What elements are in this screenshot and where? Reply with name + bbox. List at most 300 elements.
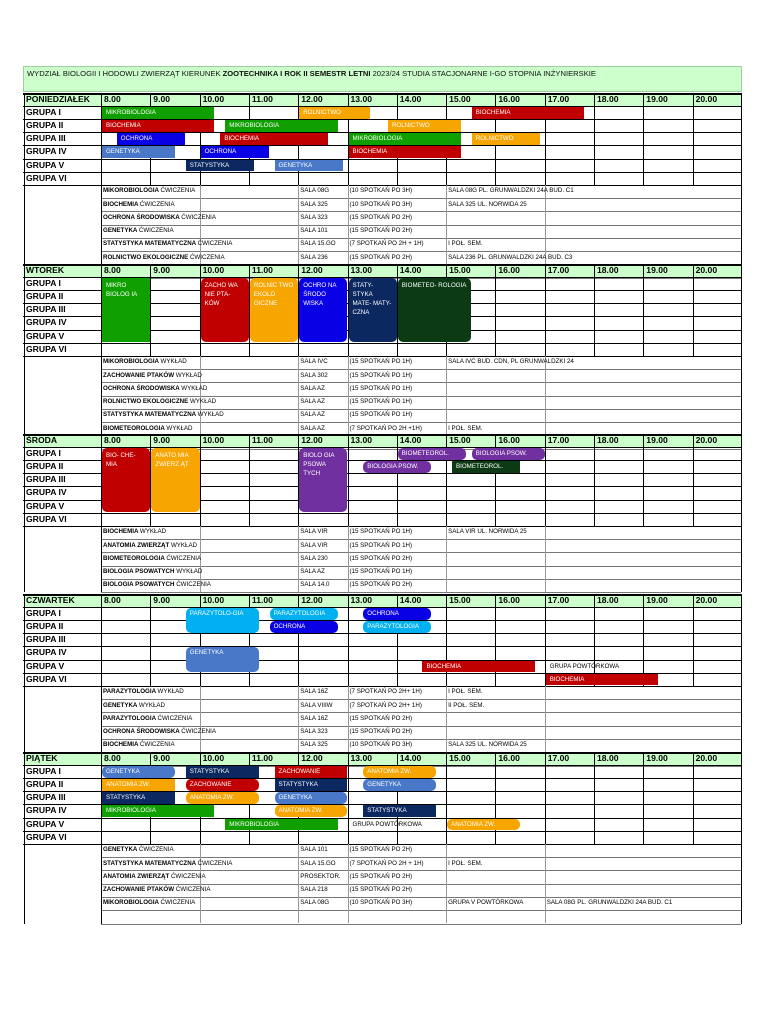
- class-block[interactable]: GENETYKA: [275, 792, 348, 804]
- hour-label: 13.00: [350, 753, 373, 763]
- note-cell: (15 SPOTKAŃ PO 1H): [349, 398, 413, 406]
- grid-line: [23, 646, 742, 647]
- note-cell: (15 SPOTKAŃ PO 1H): [349, 411, 413, 419]
- grid-line: [23, 594, 742, 596]
- note-class-type: ĆWICZENIA: [175, 886, 211, 894]
- class-block[interactable]: MIKROBIOLOGIA: [225, 819, 337, 831]
- note-cell: (15 SPOTKAŃ PO 2H): [349, 581, 413, 589]
- note-cell: SALA 101: [300, 846, 328, 854]
- group-label: GRUPA II: [26, 779, 64, 790]
- note-subject-name: STATYSTYKA MATEMATYCZNA: [103, 240, 198, 248]
- hour-label: 14.00: [399, 435, 422, 445]
- note-subject: [103, 540, 197, 552]
- hour-label: 18.00: [597, 753, 619, 763]
- group-label: GRUPA V: [26, 330, 65, 341]
- grid-line: [23, 831, 742, 832]
- note-subject-name: MIKOROBIOLOGIA: [103, 187, 161, 195]
- grid-vline: [693, 93, 694, 185]
- note-subject-name: ANATOMIA ZWIERZĄT: [103, 872, 171, 880]
- notes-vline: [298, 526, 299, 593]
- note-cell: SALA VIR UL. NORWIDA 25: [448, 528, 527, 536]
- note-cell: (15 SPOTKAŃ PO 1H): [349, 358, 413, 366]
- class-block[interactable]: ROLNICTWO: [472, 133, 540, 145]
- hour-label: 16.00: [498, 94, 520, 104]
- hour-label: 12.00: [301, 595, 323, 605]
- title-part: 2023/24 STUDIA STACJONARNE I-GO STOPNIA INŻYNIERSKIE: [370, 69, 596, 78]
- note-cell: (10 SPOTKAŃ PO 3H): [349, 200, 413, 208]
- note-class-type: WYKŁAD: [166, 424, 193, 432]
- note-subject: [103, 199, 175, 211]
- grid-vline: [348, 594, 349, 686]
- group-label: GRUPA II: [26, 120, 64, 131]
- note-cell: I POŁ. SEM.: [448, 859, 483, 867]
- notes-vline: [545, 526, 546, 593]
- grid-vline: [693, 434, 694, 526]
- class-block[interactable]: STATYSTYKA: [102, 792, 175, 804]
- note-cell: SALA 08G: [300, 187, 330, 195]
- group-label: GRUPA I: [26, 608, 61, 619]
- grid-vline: [24, 93, 25, 278]
- grid-vline: [24, 264, 25, 449]
- class-block[interactable]: BIOLOGIA PSOW.: [363, 461, 431, 473]
- grid-vline: [741, 434, 742, 592]
- note-subject-name: STATYSTYKA MATEMATYCZNA: [103, 859, 198, 867]
- grid-vline: [693, 264, 694, 356]
- class-block[interactable]: GENETYKA: [363, 779, 436, 791]
- note-subject-name: BIOLOGIA PSOWATYCH: [103, 581, 177, 589]
- note-subject: [103, 238, 232, 250]
- day-name: CZWARTEK: [26, 595, 75, 605]
- notes-vline: [348, 526, 349, 593]
- hour-label: 9.00: [153, 595, 171, 605]
- note-subject-name: STATYSTYKA MATEMATYCZNA: [103, 411, 198, 419]
- group-label: GRUPA II: [26, 621, 64, 632]
- grid-vline: [594, 93, 595, 185]
- hour-label: 10.00: [202, 94, 225, 104]
- day-header-bg: [24, 435, 741, 448]
- note-cell: (10 SPOTKAŃ PO 3H): [349, 899, 413, 907]
- note-class-type: ĆWICZENIA: [166, 554, 202, 562]
- class-block[interactable]: ZACHO WA NIE PTA- KÓW: [201, 278, 249, 342]
- notes-line: [101, 924, 741, 925]
- hour-label: 15.00: [449, 265, 471, 275]
- grid-vline: [741, 752, 742, 924]
- note-cell: I POŁ. SEM.: [448, 424, 483, 432]
- note-class-type: WYKŁAD: [157, 688, 184, 696]
- hour-label: 19.00: [646, 753, 668, 763]
- note-cell: SALA 302: [300, 371, 328, 379]
- class-block[interactable]: ANATOMIA ZW.: [186, 792, 259, 804]
- grid-vline: [741, 264, 742, 449]
- class-block[interactable]: ROLNICTWO: [388, 120, 461, 132]
- note-subject-name: ZACHOWANIE PTAKÓW: [103, 886, 176, 894]
- hour-label: 16.00: [498, 435, 520, 445]
- notes-vline: [348, 844, 349, 924]
- class-block[interactable]: ZACHOWANIE: [275, 766, 348, 778]
- note-subject-name: BIOMETEOROLOGIA: [103, 554, 167, 562]
- note-subject-name: ROLNICTWO EKOLOGICZNE: [103, 398, 190, 406]
- note-cell: SALA 218: [300, 886, 328, 894]
- class-block[interactable]: PARAZYTOLO-GIA: [186, 608, 259, 633]
- note-cell: (15 SPOTKAŃ PO 2H): [349, 253, 413, 261]
- class-block[interactable]: ROLNIC TWO EKOLO GICZNE: [250, 278, 298, 342]
- note-subject: [103, 566, 202, 578]
- note-subject: [103, 396, 216, 408]
- hour-label: 17.00: [547, 753, 570, 763]
- grid-line: [23, 513, 742, 514]
- hour-label: 8.00: [104, 265, 121, 275]
- note-class-type: ĆWICZENIA: [160, 899, 196, 907]
- note-cell: (7 SPOTKAŃ PO 2H + 1H): [349, 859, 424, 867]
- note-cell: SALA 323: [300, 213, 328, 221]
- group-label: GRUPA II: [26, 291, 64, 302]
- note-cell: SALA AZ: [300, 424, 325, 432]
- hour-label: 19.00: [646, 435, 668, 445]
- note-cell: SALA VIIIW: [300, 701, 333, 709]
- note-subject-name: BIOCHEMIA: [103, 741, 140, 749]
- note-cell: SALA AZ: [300, 384, 325, 392]
- group-label: GRUPA IV: [26, 146, 67, 157]
- group-label: GRUPA V: [26, 660, 65, 671]
- class-block[interactable]: STATYSTYKA: [275, 779, 348, 791]
- note-subject: [103, 225, 174, 237]
- note-cell: (15 SPOTKAŃ PO 2H): [349, 554, 413, 562]
- note-cell: SALA 08G: [300, 899, 330, 907]
- class-block[interactable]: STATYSTYKA: [186, 160, 254, 172]
- note-subject: [103, 383, 207, 395]
- class-block[interactable]: GENETYKA: [102, 766, 175, 778]
- note-subject-name: BIOCHEMIA: [103, 200, 140, 208]
- note-class-type: ĆWICZENIA: [138, 846, 174, 854]
- hour-label: 8.00: [104, 94, 121, 104]
- hour-label: 17.00: [547, 94, 570, 104]
- hour-label: 11.00: [251, 753, 273, 763]
- grid-vline: [594, 434, 595, 526]
- hour-label: 14.00: [399, 265, 422, 275]
- note-cell: SALA 236: [300, 253, 328, 261]
- grid-vline: [397, 434, 398, 526]
- hour-label: 19.00: [646, 94, 668, 104]
- hour-label: 15.00: [449, 435, 471, 445]
- grid-vline: [446, 752, 447, 844]
- grid-vline: [594, 264, 595, 356]
- class-block[interactable]: GENETYKA: [275, 160, 343, 172]
- class-block[interactable]: MIKROBIOLOGIA: [102, 805, 214, 817]
- note-cell: SALA 230: [300, 554, 328, 562]
- note-class-type: WYKŁAD: [170, 541, 198, 549]
- class-block[interactable]: STATYSTYKA: [363, 805, 436, 817]
- hour-label: 9.00: [153, 265, 171, 275]
- note-cell: SALA 323: [300, 728, 328, 736]
- notes-vline: [545, 844, 546, 924]
- class-block[interactable]: STATYSTYKA: [186, 766, 259, 778]
- note-class-type: WYKŁAD: [197, 411, 224, 419]
- grid-line: [23, 93, 742, 95]
- note-cell: SALA AZ: [300, 568, 325, 576]
- notes-line: [101, 198, 741, 199]
- notes-vline: [446, 844, 447, 924]
- note-cell: (15 SPOTKAŃ PO 2H): [349, 728, 413, 736]
- grid-vline: [643, 264, 644, 356]
- class-block[interactable]: BIOLOGIA PSOW.: [472, 448, 545, 460]
- grid-vline: [693, 752, 694, 844]
- note-cell: SALA 15.GO: [300, 859, 336, 867]
- note-cell: (15 SPOTKAŃ PO 1H): [349, 371, 413, 379]
- note-cell: (15 SPOTKAŃ PO 2H): [349, 227, 413, 235]
- note-class-type: WYKŁAD: [189, 398, 217, 406]
- group-label: GRUPA II: [26, 461, 64, 472]
- hour-label: 15.00: [449, 753, 471, 763]
- group-label: GRUPA III: [26, 133, 66, 144]
- class-block[interactable]: STATY- STYKA MATE- MATY- CZNA: [349, 278, 397, 342]
- note-cell: SALA IVC: [300, 358, 328, 366]
- note-class-type: ĆWICZENIA: [197, 240, 233, 248]
- class-block[interactable]: OCHRO NA ŚRODO WISKA: [299, 278, 347, 342]
- group-label: GRUPA IV: [26, 317, 67, 328]
- class-block[interactable]: GRUPA POWTÓRKOWA: [352, 820, 422, 828]
- group-label: GRUPA VI: [26, 673, 67, 684]
- day-name: PONIEDZIAŁEK: [26, 94, 90, 104]
- hour-label: 18.00: [597, 595, 619, 605]
- note-cell: (7 SPOTKAŃ PO 2H+ 1H): [349, 688, 422, 696]
- class-block[interactable]: BIOCHEMIA: [472, 107, 584, 119]
- grid-line: [23, 264, 742, 266]
- hour-label: 16.00: [498, 265, 520, 275]
- hour-label: 13.00: [350, 595, 373, 605]
- class-block[interactable]: BIOMETEOROL.: [398, 448, 466, 460]
- note-subject: [103, 871, 206, 883]
- note-cell: II POŁ. SEM.: [448, 701, 485, 709]
- grid-line: [23, 633, 742, 634]
- note-class-type: WYKŁAD: [175, 371, 202, 379]
- hour-label: 8.00: [104, 595, 121, 605]
- note-cell: (15 SPOTKAŃ PO 2H): [349, 846, 413, 854]
- hour-label: 12.00: [301, 265, 323, 275]
- hour-label: 18.00: [597, 94, 619, 104]
- hour-label: 14.00: [399, 753, 422, 763]
- class-block[interactable]: BIOCHEMIA: [546, 674, 658, 686]
- note-cell: I POŁ. SEM.: [448, 240, 483, 248]
- group-label: GRUPA IV: [26, 805, 67, 816]
- day-header-bg: [24, 94, 741, 107]
- class-block[interactable]: ANATOMIA ZW.: [363, 766, 436, 778]
- note-subject-name: MIKOROBIOLOGIA: [103, 899, 161, 907]
- class-block[interactable]: GENETYKA: [102, 146, 175, 158]
- note-subject: [103, 212, 216, 224]
- class-block[interactable]: PARAZYTOLOGIA: [270, 608, 338, 620]
- class-block[interactable]: ANATO MIA ZWIERZ ĄT: [151, 448, 199, 512]
- class-block[interactable]: OCHRONA: [201, 146, 269, 158]
- note-cell: (15 SPOTKAŃ PO 1H): [349, 568, 413, 576]
- class-block[interactable]: ANATOMIA ZW.: [102, 779, 175, 791]
- note-class-type: ĆWICZENIA: [189, 253, 225, 261]
- class-block[interactable]: MIKROBIOLOGIA: [349, 133, 461, 145]
- hour-label: 17.00: [547, 435, 570, 445]
- note-class-type: WYKŁAD: [181, 384, 208, 392]
- hour-label: 8.00: [104, 435, 121, 445]
- sheet-title: [23, 66, 742, 92]
- class-block[interactable]: MIKROBIOLOGIA: [102, 107, 214, 119]
- hour-label: 20.00: [695, 435, 718, 445]
- note-subject: [103, 252, 225, 264]
- note-subject-name: MIKOROBIOLOGIA: [103, 358, 161, 366]
- group-label: GRUPA IV: [26, 647, 67, 658]
- note-subject: [103, 884, 210, 896]
- note-cell: (15 SPOTKAŃ PO 1H): [349, 528, 413, 536]
- note-subject: [103, 579, 211, 591]
- class-block[interactable]: OCHRONA: [363, 608, 431, 620]
- class-block[interactable]: ANATOMIA ZW.: [275, 805, 348, 817]
- note-subject-name: OCHRONA ŚRODOWISKA: [103, 213, 182, 221]
- note-class-type: ĆWICZENIA: [181, 728, 216, 736]
- grid-vline: [249, 434, 250, 526]
- note-subject: [103, 185, 195, 197]
- grid-vline: [495, 264, 496, 356]
- class-block[interactable]: ZACHOWANIE: [186, 779, 259, 791]
- note-subject-name: OCHRONA ŚRODOWISKA: [103, 728, 182, 736]
- note-cell: SALA 14.0: [300, 581, 330, 589]
- note-subject: [103, 553, 201, 565]
- group-label: GRUPA III: [26, 634, 66, 645]
- grid-vline: [348, 434, 349, 526]
- hour-label: 10.00: [202, 435, 225, 445]
- note-subject: [103, 409, 224, 421]
- hour-label: 20.00: [695, 595, 718, 605]
- class-block[interactable]: OCHRONA: [270, 621, 338, 633]
- hour-label: 18.00: [597, 265, 619, 275]
- note-cell: (10 SPOTKAŃ PO 3H): [349, 741, 413, 749]
- hour-label: 13.00: [350, 265, 373, 275]
- grid-line: [23, 752, 742, 754]
- note-cell: (15 SPOTKAŃ PO 2H): [349, 886, 413, 894]
- group-label: GRUPA VI: [26, 831, 67, 842]
- note-subject: [103, 739, 175, 751]
- note-subject-name: OCHRONA ŚRODOWISKA: [103, 384, 182, 392]
- class-block[interactable]: OCHRONA: [117, 133, 185, 145]
- class-block[interactable]: GENETYKA: [186, 647, 259, 672]
- hour-label: 19.00: [646, 595, 668, 605]
- class-block[interactable]: BIOMETEO- ROLOGIA: [398, 278, 471, 342]
- grid-vline: [101, 594, 102, 766]
- group-label: GRUPA IV: [26, 487, 67, 498]
- hour-label: 10.00: [202, 753, 225, 763]
- class-block[interactable]: BIO- CHE- MIA: [102, 448, 150, 512]
- grid-vline: [24, 434, 25, 592]
- note-subject: [103, 713, 192, 725]
- note-cell: GRUPA V POWTÓRKOWA: [448, 899, 524, 907]
- note-cell: I POŁ. SEM.: [448, 688, 483, 696]
- grid-vline: [643, 434, 644, 526]
- hour-label: 11.00: [251, 595, 273, 605]
- hour-label: 16.00: [498, 595, 520, 605]
- class-block[interactable]: BIOCHEMIA: [102, 120, 214, 132]
- hour-label: 14.00: [399, 595, 422, 605]
- day-header-bg: [24, 595, 741, 608]
- note-cell: (15 SPOTKAŃ PO 1H): [349, 384, 413, 392]
- note-cell: SALA 16Z: [300, 688, 329, 696]
- note-class-type: ĆWICZENIA: [138, 227, 174, 235]
- grid-vline: [150, 264, 151, 356]
- day-name: PIĄTEK: [26, 753, 58, 763]
- note-subject: [103, 844, 174, 856]
- grid-vline: [24, 752, 25, 924]
- group-label: GRUPA I: [26, 766, 61, 777]
- class-block[interactable]: ROLNICTWO: [299, 107, 369, 119]
- grid-vline: [545, 752, 546, 844]
- note-subject-name: GENETYKA: [103, 227, 139, 235]
- note-cell: SALA 325: [300, 741, 328, 749]
- hour-label: 20.00: [695, 265, 718, 275]
- class-block[interactable]: GRUPA POWTÓRKOWA: [549, 662, 620, 670]
- hour-label: 18.00: [597, 435, 619, 445]
- note-class-type: ĆWICZENIA: [170, 872, 206, 880]
- note-subject: [103, 356, 187, 368]
- day-header-bg: [24, 265, 741, 278]
- note-subject-name: ZACHOWANIE PTAKÓW: [103, 371, 176, 379]
- note-cell: (15 SPOTKAŃ PO 1H): [349, 541, 413, 549]
- note-cell: SALA 16Z: [300, 714, 329, 722]
- hour-label: 9.00: [153, 753, 171, 763]
- class-block[interactable]: PARAZYTOLOGIA: [363, 621, 431, 633]
- grid-vline: [594, 752, 595, 844]
- grid-vline: [24, 594, 25, 766]
- note-subject-name: BIOLOGIA PSOWATYCH: [103, 568, 177, 576]
- note-cell: SALA 325: [300, 200, 328, 208]
- hour-label: 15.00: [449, 595, 471, 605]
- hour-label: 17.00: [547, 265, 570, 275]
- note-cell: SALA 325 UL. NORWIDA 25: [448, 200, 527, 208]
- grid-vline: [741, 93, 742, 278]
- note-subject: [103, 686, 184, 698]
- note-class-type: WYKŁAD: [138, 701, 166, 709]
- day-header-bg: [24, 753, 741, 766]
- class-block[interactable]: BIOCHEMIA: [349, 146, 461, 158]
- hour-label: 20.00: [695, 94, 718, 104]
- note-subject-name: GENETYKA: [103, 846, 139, 854]
- group-label: GRUPA III: [26, 474, 66, 485]
- hour-label: 19.00: [646, 265, 668, 275]
- note-cell: SALA 08G PL. GRUNWALDZKI 24A BUD. C1: [546, 899, 673, 907]
- note-class-type: ĆWICZENIA: [176, 581, 211, 589]
- notes-line: [101, 225, 741, 226]
- class-block[interactable]: BIOCHEMIA: [422, 661, 534, 673]
- note-cell: (7 SPOTKAŃ PO 2H +1H): [349, 424, 422, 432]
- group-label: GRUPA I: [26, 278, 61, 289]
- note-cell: SALA AZ: [300, 398, 325, 406]
- notes-vline: [446, 526, 447, 593]
- grid-line: [23, 434, 742, 436]
- class-block[interactable]: ANATOMIA ZW.: [447, 819, 520, 831]
- note-subject: [103, 526, 166, 538]
- note-cell: SALA VIR: [300, 528, 328, 536]
- hour-label: 16.00: [498, 753, 520, 763]
- note-class-type: ĆWICZENIA: [157, 714, 193, 722]
- note-cell: (15 SPOTKAŃ PO 2H): [349, 213, 413, 221]
- class-block[interactable]: BIOMETEOROL.: [452, 461, 520, 473]
- class-block[interactable]: MIKRO BIOLOG IA: [102, 278, 150, 342]
- class-block[interactable]: MIKROBIOLOGIA: [225, 120, 337, 132]
- group-label: GRUPA I: [26, 448, 61, 459]
- class-block[interactable]: BIOLO GIA PSOWA TYCH: [299, 448, 347, 512]
- grid-vline: [545, 264, 546, 356]
- note-subject-name: PARAZYTOLOGIA: [103, 688, 158, 696]
- class-block[interactable]: BIOCHEMIA: [220, 133, 327, 145]
- note-subject: [103, 370, 202, 382]
- hour-label: 17.00: [547, 595, 570, 605]
- hour-label: 13.00: [350, 94, 373, 104]
- note-cell: SALA 08G PL. GRUNWALDZKI 24A BUD. C1: [448, 187, 574, 195]
- notes-line: [101, 910, 741, 911]
